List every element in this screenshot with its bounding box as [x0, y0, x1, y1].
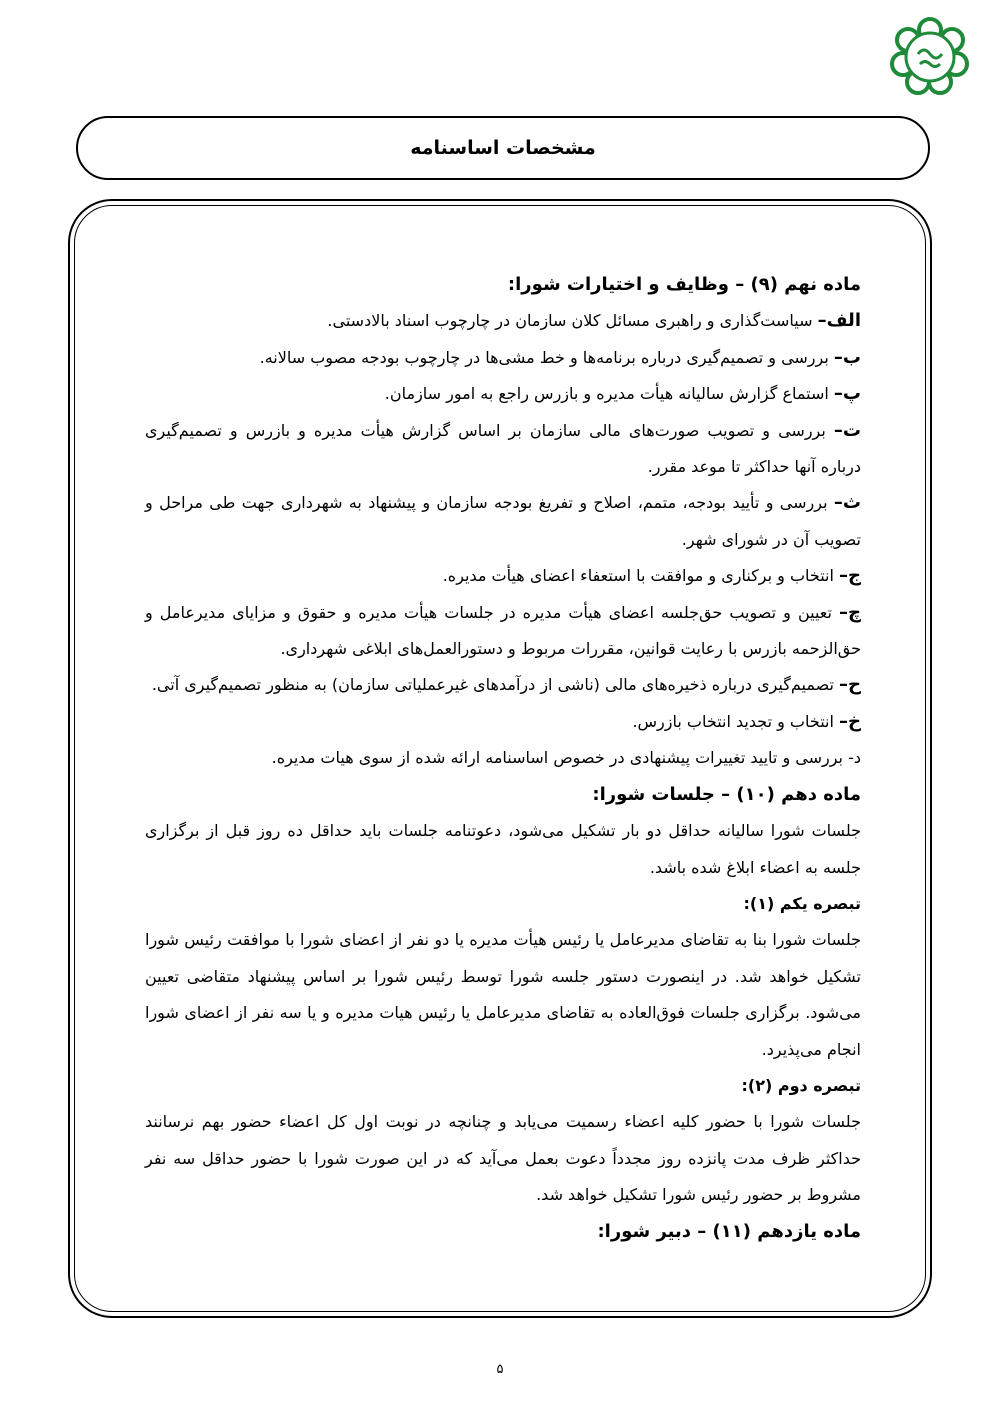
- item-text: سیاست‌گذاری و راهبری مسائل کلان سازمان در چارچوب اسناد بالادستی.: [327, 311, 818, 331]
- item-label: ب–: [833, 346, 861, 368]
- article-9-item: [145, 740, 861, 776]
- page-header: [76, 116, 930, 180]
- article-9-item: [145, 667, 861, 703]
- item-text: تصمیم‌گیری درباره ذخیره‌های مالی (ناشی از درآمدهای غیرعملیاتی سازمان) به منظور تصمیم‌گیری آتی.: [151, 675, 840, 695]
- item-label: خ–: [839, 710, 861, 732]
- page-number: ۵: [496, 1362, 504, 1377]
- article-10-heading: ماده دهم (۱۰) – جلسات شورا:: [592, 783, 861, 805]
- item-text: انتخاب و برکناری و موافقت با استعفاء اعضای هیأت مدیره.: [442, 566, 840, 586]
- article-10-body: جلسات شورا سالیانه حداقل دو بار تشکیل می‌شود، دعوتنامه جلسات باید حداقل ده روز قبل از برگزاری جلسه به اعضاء ابلاغ شده باشد.: [145, 821, 861, 877]
- item-label: ث–: [833, 492, 861, 514]
- article-11-heading: ماده یازدهم (۱۱) – دبیر شورا:: [597, 1220, 861, 1242]
- item-label: ج–: [839, 565, 861, 587]
- item-label: پ–: [833, 383, 861, 405]
- item-text: بررسی و تصمیم‌گیری درباره برنامه‌ها و خط مشی‌ها در چارچوب بودجه مصوب سالانه.: [259, 347, 834, 367]
- item-text: بررسی و تأیید بودجه، متمم، اصلاح و تفریغ بودجه سازمان و پیشنهاد به شهرداری جهت طی مراحل و تصویب آن در شورای شهر.: [145, 493, 861, 549]
- article-9-item: [145, 704, 861, 740]
- item-text: بررسی و تصویب صورت‌های مالی سازمان بر اساس گزارش هیأت مدیره و بازرس و تصمیم‌گیری درباره آنها حداکثر تا موعد مقرر.: [145, 420, 861, 477]
- article-9-item: [145, 303, 861, 339]
- item-text: تعیین و تصویب حق‌جلسه اعضای هیأت مدیره در جلسات هیأت مدیره و حقوق و مزایای مدیرعامل و حق‌الزحمه بازرس با رعایت قوانین، مقررات مربوط و دستورالعمل‌های ابلاغی شهرداری.: [145, 602, 861, 659]
- header-title: مشخصات اساسنامه: [410, 137, 596, 159]
- item-text: د- بررسی و تایید تغییرات پیشنهادی در خصوص اساسنامه ارائه شده از سوی هیات مدیره.: [271, 748, 861, 768]
- item-label: ح–: [839, 674, 861, 696]
- article-9-item: [145, 340, 861, 376]
- article-9-item: [145, 595, 861, 668]
- article-9-item: [145, 558, 861, 594]
- note-1-title: تبصره یکم (۱):: [743, 893, 861, 913]
- article-9-item: [145, 485, 861, 558]
- article-9-item: [145, 376, 861, 412]
- item-label: چ–: [839, 601, 861, 623]
- note-2-title: تبصره دوم (۲):: [741, 1075, 861, 1095]
- item-label: الف–: [817, 310, 861, 332]
- article-9-heading: ماده نهم (۹) – وظایف و اختیارات شورا:: [507, 274, 861, 295]
- item-text: استماع گزارش سالیانه هیأت مدیره و بازرس راجع به امور سازمان.: [384, 384, 834, 404]
- article-9-item: [145, 413, 861, 486]
- item-label: ت–: [833, 419, 861, 441]
- note-2-body: جلسات شورا با حضور کلیه اعضاء رسمیت می‌یابد و چنانچه در نوبت اول کل اعضاء حضور بهم نرسانند حداکثر ظرف مدت پانزده روز مجدداً دعوت بعمل می‌آید که در این صورت شورا با حضور حداقل سه نفر مشروط بر حضور رئیس شورا تشکیل خواهد شد.: [145, 1112, 861, 1205]
- municipality-logo-icon: [888, 14, 972, 98]
- document-body: [145, 267, 861, 1250]
- note-1-body: جلسات شورا بنا به تقاضای مدیرعامل یا رئیس هیأت مدیره یا دو نفر از اعضای شورا با موافقت رئیس شورا تشکیل خواهد شد. در اینصورت دستور جلسه شورا توسط رئیس شورا بر اساس پیشنهاد متقاضی تعیین می‌شود. برگزاری جلسات فوق‌العاده به تقاضای مدیرعامل یا رئیس هیات مدیره و یا سه نفر از اعضای شورا انجام می‌پذیرد.: [145, 930, 861, 1059]
- item-text: انتخاب و تجدید انتخاب بازرس.: [632, 711, 840, 731]
